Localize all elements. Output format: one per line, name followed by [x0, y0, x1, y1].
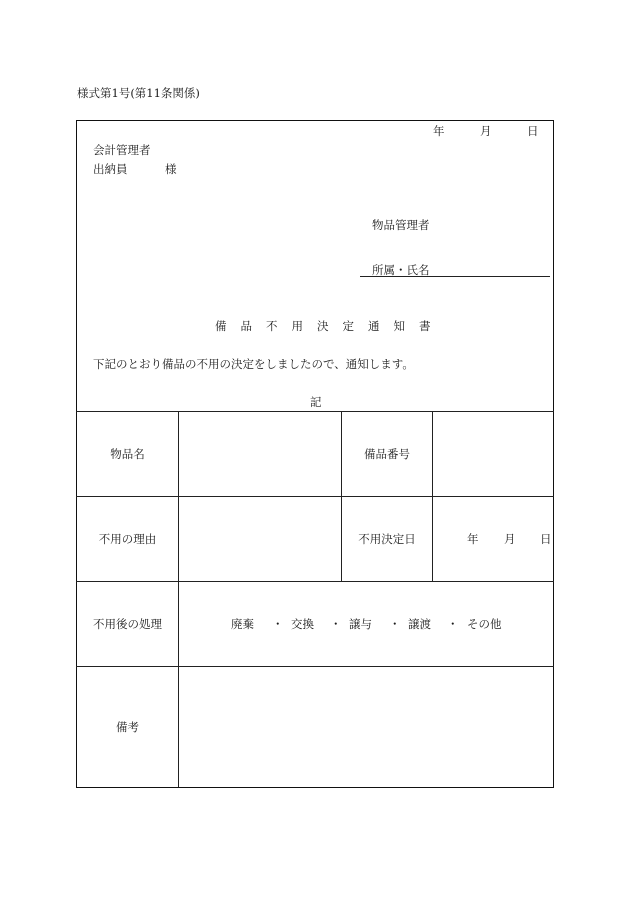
disposal-option-5[interactable]: その他 — [467, 617, 502, 631]
item-name-field[interactable] — [179, 412, 341, 496]
item-number-label: 備品番号 — [364, 447, 410, 461]
remarks-field[interactable] — [179, 667, 553, 787]
disposal-option-3[interactable]: 譲与 — [349, 617, 372, 631]
intro-text: 下記のとおり備品の不用の決定をしましたので、通知します。 — [93, 357, 414, 371]
addressee-line1: 会計管理者 — [93, 143, 151, 157]
decision-date-day: 日 — [540, 532, 552, 546]
disposal-options — [179, 582, 553, 666]
disposal-option-4[interactable]: 譲渡 — [408, 617, 431, 631]
signature-underline — [360, 276, 550, 277]
disposal-option-2[interactable]: 交換 — [291, 617, 314, 631]
date-year: 年 — [433, 124, 445, 138]
decision-date-month: 月 — [504, 532, 516, 546]
decision-date-label: 不用決定日 — [358, 532, 416, 546]
form-number: 様式第1号(第11条関係) — [77, 86, 200, 100]
disposal-separator-2: ・ — [330, 617, 342, 631]
disposal-separator-4: ・ — [447, 617, 459, 631]
decision-date-field[interactable] — [433, 497, 553, 581]
disposal-separator-1: ・ — [272, 617, 284, 631]
ki-mark: 記 — [310, 395, 322, 409]
decision-date-year: 年 — [467, 532, 479, 546]
remarks-label: 備考 — [116, 720, 139, 734]
disposal-separator-3: ・ — [389, 617, 401, 631]
document-title: 備品不用決定通知書 — [215, 319, 445, 333]
item-name-label: 物品名 — [110, 447, 145, 461]
item-number-field[interactable] — [433, 412, 553, 496]
sender-title: 物品管理者 — [372, 218, 430, 232]
date-month: 月 — [480, 124, 492, 138]
addressee-line2: 出納員 — [93, 162, 128, 176]
sender-affiliation-label: 所属・氏名 — [372, 263, 430, 277]
date-day: 日 — [527, 124, 539, 138]
addressee-honorific: 様 — [165, 162, 177, 176]
reason-label: 不用の理由 — [98, 532, 157, 546]
disposal-option-1[interactable]: 廃棄 — [231, 617, 254, 631]
disposal-label: 不用後の処理 — [93, 617, 162, 631]
reason-field[interactable] — [179, 497, 341, 581]
